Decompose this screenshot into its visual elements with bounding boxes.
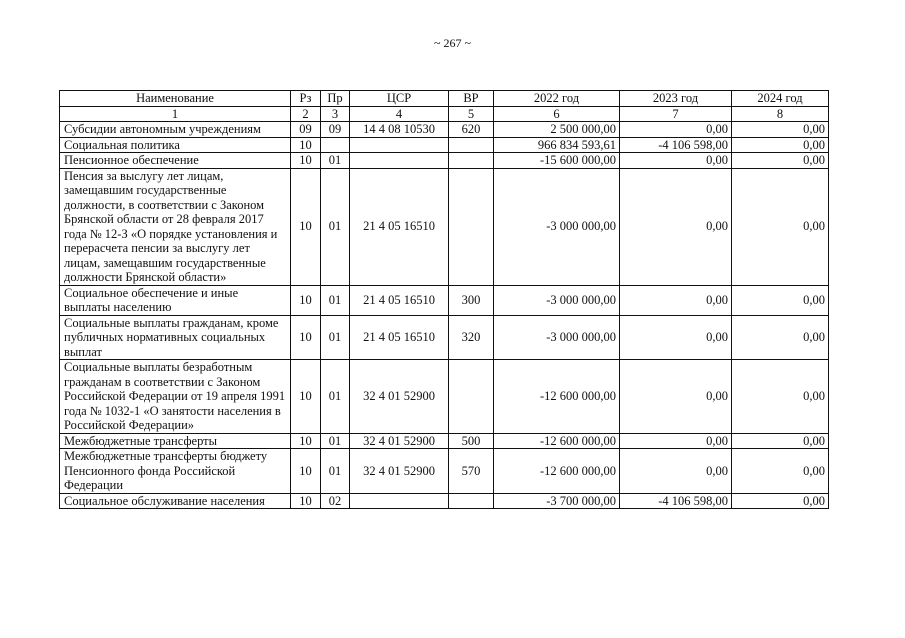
row-2024: 0,00	[732, 153, 829, 169]
column-number: 3	[321, 106, 350, 122]
row-vr	[449, 137, 494, 153]
column-number: 5	[449, 106, 494, 122]
row-2022: -12 600 000,00	[494, 360, 620, 434]
row-name: Межбюджетные трансферты бюджету Пенсионного фонда Российской Федерации	[60, 449, 291, 494]
row-2024: 0,00	[732, 137, 829, 153]
row-pr: 09	[321, 122, 350, 138]
row-name: Социальная политика	[60, 137, 291, 153]
row-csr	[350, 153, 449, 169]
row-2024: 0,00	[732, 493, 829, 509]
table-row	[60, 449, 829, 494]
row-2023: 0,00	[620, 433, 732, 449]
row-vr: 320	[449, 315, 494, 360]
row-vr	[449, 360, 494, 434]
row-vr: 620	[449, 122, 494, 138]
column-number-row	[60, 106, 829, 122]
row-pr: 01	[321, 153, 350, 169]
row-vr: 500	[449, 433, 494, 449]
row-name: Социальное обеспечение и иные выплаты населению	[60, 285, 291, 315]
row-csr	[350, 493, 449, 509]
row-2022: 2 500 000,00	[494, 122, 620, 138]
row-pr: 01	[321, 449, 350, 494]
header-2023: 2023 год	[620, 91, 732, 107]
row-2023: 0,00	[620, 360, 732, 434]
row-2022: -3 700 000,00	[494, 493, 620, 509]
row-vr	[449, 493, 494, 509]
row-2023: 0,00	[620, 168, 732, 285]
row-rz: 10	[291, 433, 321, 449]
row-pr: 01	[321, 285, 350, 315]
page-number: ~ 267 ~	[434, 36, 471, 50]
row-2022: -3 000 000,00	[494, 285, 620, 315]
row-pr	[321, 137, 350, 153]
header-rz: Рз	[291, 91, 321, 107]
row-rz: 10	[291, 315, 321, 360]
row-2024: 0,00	[732, 168, 829, 285]
row-2022: -15 600 000,00	[494, 153, 620, 169]
row-pr: 01	[321, 360, 350, 434]
row-2023: 0,00	[620, 315, 732, 360]
row-2022: -12 600 000,00	[494, 449, 620, 494]
row-2023: -4 106 598,00	[620, 137, 732, 153]
table-row	[60, 315, 829, 360]
column-number: 2	[291, 106, 321, 122]
row-pr: 01	[321, 315, 350, 360]
row-2023: 0,00	[620, 122, 732, 138]
table-row	[60, 122, 829, 138]
row-name: Социальные выплаты безработным гражданам в соответствии с Законом Российской Федерации от 19 апреля 1991 года № 1032-1 «О занятости населения в Российской Федерации»	[60, 360, 291, 434]
row-csr: 32 4 01 52900	[350, 449, 449, 494]
table-row	[60, 153, 829, 169]
header-csr: ЦСР	[350, 91, 449, 107]
row-name: Пенсия за выслугу лет лицам, замещавшим государственные должности, в соответствии с Законом Брянской области от 28 февраля 2017 года № 12-З «О порядке установления и перерасчета пенсии за выслугу лет лицам, замещавшим государственные должности Брянской области»	[60, 168, 291, 285]
header-2024: 2024 год	[732, 91, 829, 107]
table-row	[60, 433, 829, 449]
row-2022: 966 834 593,61	[494, 137, 620, 153]
table-row	[60, 493, 829, 509]
row-name: Межбюджетные трансферты	[60, 433, 291, 449]
table-row	[60, 285, 829, 315]
row-2024: 0,00	[732, 433, 829, 449]
column-number: 7	[620, 106, 732, 122]
row-name: Пенсионное обеспечение	[60, 153, 291, 169]
row-vr: 300	[449, 285, 494, 315]
column-number: 6	[494, 106, 620, 122]
row-vr	[449, 168, 494, 285]
row-csr: 32 4 01 52900	[350, 433, 449, 449]
header-row	[60, 91, 829, 107]
row-2024: 0,00	[732, 360, 829, 434]
row-vr: 570	[449, 449, 494, 494]
table-row	[60, 168, 829, 285]
header-vr: ВР	[449, 91, 494, 107]
budget-table	[59, 90, 829, 509]
row-vr	[449, 153, 494, 169]
row-rz: 10	[291, 137, 321, 153]
column-number: 8	[732, 106, 829, 122]
row-pr: 02	[321, 493, 350, 509]
row-2024: 0,00	[732, 449, 829, 494]
row-rz: 10	[291, 285, 321, 315]
column-number: 4	[350, 106, 449, 122]
header-2022: 2022 год	[494, 91, 620, 107]
row-2023: 0,00	[620, 285, 732, 315]
row-rz: 10	[291, 168, 321, 285]
row-2024: 0,00	[732, 122, 829, 138]
row-rz: 10	[291, 493, 321, 509]
row-2022: -3 000 000,00	[494, 168, 620, 285]
row-2022: -3 000 000,00	[494, 315, 620, 360]
row-name: Субсидии автономным учреждениям	[60, 122, 291, 138]
header-name: Наименование	[60, 91, 291, 107]
header-pr: Пр	[321, 91, 350, 107]
row-2022: -12 600 000,00	[494, 433, 620, 449]
row-2024: 0,00	[732, 315, 829, 360]
row-csr: 21 4 05 16510	[350, 285, 449, 315]
row-name: Социальное обслуживание населения	[60, 493, 291, 509]
row-csr: 21 4 05 16510	[350, 168, 449, 285]
row-2023: -4 106 598,00	[620, 493, 732, 509]
row-pr: 01	[321, 168, 350, 285]
row-csr: 14 4 08 10530	[350, 122, 449, 138]
row-rz: 10	[291, 449, 321, 494]
row-rz: 09	[291, 122, 321, 138]
row-csr: 32 4 01 52900	[350, 360, 449, 434]
row-csr: 21 4 05 16510	[350, 315, 449, 360]
table-row	[60, 137, 829, 153]
row-name: Социальные выплаты гражданам, кроме публичных нормативных социальных выплат	[60, 315, 291, 360]
row-2024: 0,00	[732, 285, 829, 315]
row-csr	[350, 137, 449, 153]
row-pr: 01	[321, 433, 350, 449]
row-2023: 0,00	[620, 449, 732, 494]
column-number: 1	[60, 106, 291, 122]
row-rz: 10	[291, 153, 321, 169]
row-2023: 0,00	[620, 153, 732, 169]
table-row	[60, 360, 829, 434]
row-rz: 10	[291, 360, 321, 434]
